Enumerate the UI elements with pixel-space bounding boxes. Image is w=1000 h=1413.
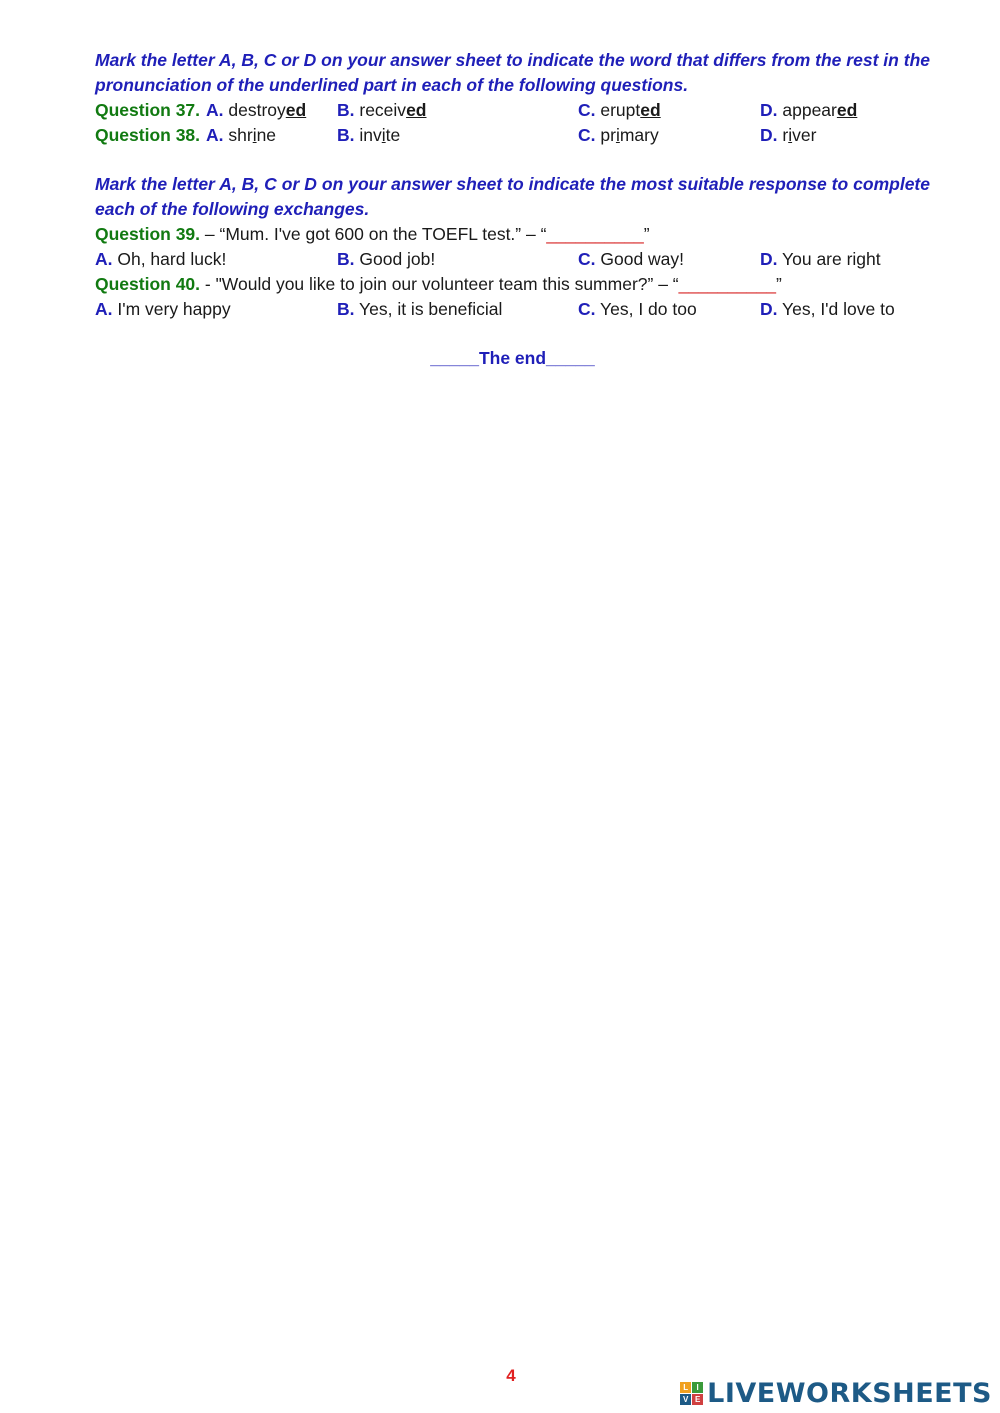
question-40-option-a[interactable]: A. I'm very happy: [95, 299, 231, 319]
question-38-option-d[interactable]: D. river: [760, 125, 817, 145]
question-37-option-b[interactable]: B. received: [337, 100, 427, 120]
question-38: [95, 123, 930, 148]
question-39-options: [95, 247, 930, 272]
question-39-option-b[interactable]: B. Good job!: [337, 249, 436, 269]
question-37: [95, 98, 930, 123]
question-37-option-a[interactable]: A. destroyed: [206, 100, 307, 120]
question-38-option-b[interactable]: B. invite: [337, 125, 401, 145]
question-40: Question 40. - "Would you like to join our volunteer team this summer?” – “__________”: [95, 274, 782, 294]
question-40-options: [95, 297, 930, 322]
question-40-option-c[interactable]: C. Yes, I do too: [578, 299, 697, 319]
question-40-label: Question 40.: [95, 274, 201, 294]
worksheet-content: [95, 48, 930, 371]
section1-instruction: Mark the letter A, B, C or D on your answer sheet to indicate the word that differs from the rest in the pronunciation of the underlined part in each of the following questions.: [95, 50, 930, 95]
question-38-option-c[interactable]: C. primary: [578, 125, 659, 145]
question-39-blank[interactable]: __________: [546, 224, 644, 244]
liveworksheets-wordmark: LIVEWORKSHEETS: [707, 1378, 992, 1409]
question-39-prompt: – “Mum. I've got 600 on the TOEFL test.” – “: [200, 224, 547, 244]
question-40-option-b[interactable]: B. Yes, it is beneficial: [337, 299, 503, 319]
question-38-label: Question 38.: [95, 125, 201, 145]
liveworksheets-brand[interactable]: [680, 1378, 992, 1409]
question-37-label: Question 37.: [95, 100, 201, 120]
question-39-option-a[interactable]: A. Oh, hard luck!: [95, 249, 227, 269]
question-40-option-d[interactable]: D. Yes, I'd love to: [760, 299, 895, 319]
the-end-text: _____The end_____: [430, 348, 595, 368]
question-39-option-c[interactable]: C. Good way!: [578, 249, 685, 269]
question-38-option-a[interactable]: A. shrine: [206, 125, 277, 145]
question-40-blank[interactable]: __________: [678, 274, 776, 294]
question-39-label: Question 39.: [95, 224, 201, 244]
question-37-option-c[interactable]: C. erupted: [578, 100, 661, 120]
question-40-prompt: - "Would you like to join our volunteer team this summer?” – “: [200, 274, 679, 294]
page-number: 4: [506, 1366, 516, 1385]
question-39: Question 39. – “Mum. I've got 600 on the TOEFL test.” – “__________”: [95, 224, 650, 244]
question-37-option-d[interactable]: D. appeared: [760, 100, 858, 120]
question-39-option-d[interactable]: D. You are right: [760, 249, 881, 269]
liveworksheets-logo-icon: L I V E: [680, 1382, 703, 1405]
section2-instruction: Mark the letter A, B, C or D on your answer sheet to indicate the most suitable response to complete each of the following exchanges.: [95, 174, 930, 219]
